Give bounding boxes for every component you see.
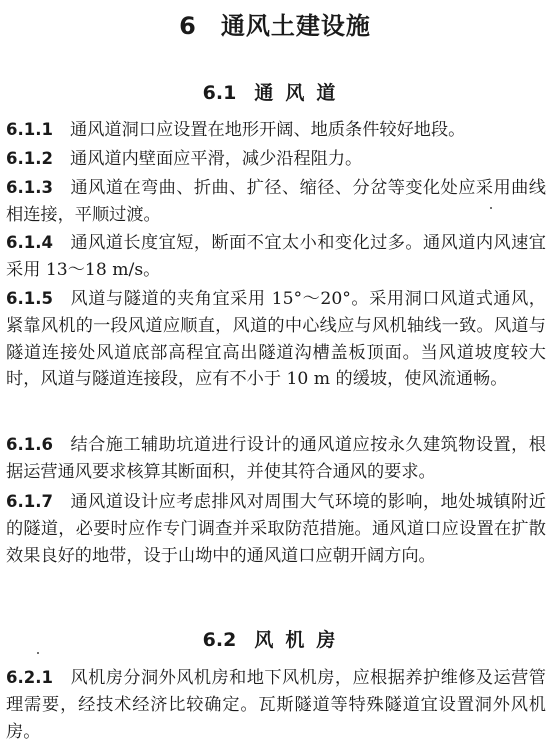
chapter-number: 6 bbox=[179, 12, 197, 40]
clause-6-1-2 bbox=[6, 146, 546, 173]
clause-text: 通风道内壁面应平滑，减少沿程阻力。 bbox=[70, 149, 363, 169]
section-number: 6.2 bbox=[202, 629, 237, 651]
section-title-6-1 bbox=[0, 78, 550, 105]
chapter-title bbox=[0, 6, 550, 41]
clause-6-1-5 bbox=[6, 286, 546, 393]
clause-6-1-7 bbox=[6, 489, 546, 569]
section-number: 6.1 bbox=[202, 82, 237, 104]
scan-speck bbox=[490, 207, 492, 209]
section-title-text: 通风道 bbox=[254, 82, 348, 104]
clause-text: 通风道洞口应设置在地形开阔、地质条件较好地段。 bbox=[70, 120, 466, 140]
clause-text: 结合施工辅助坑道进行设计的通风道应按永久建筑物设置，根据运营通风要求核算其断面积，并使其符合通风的要求。 bbox=[6, 435, 546, 482]
clause-text: 通风道长度宜短，断面不宜太小和变化过多。通风道内风速宜采用 13～18 m/s。 bbox=[6, 233, 546, 280]
clause-number: 6.1.2 bbox=[6, 149, 53, 168]
clause-text: 风机房分洞外风机房和地下风机房，应根据养护维修及运营管理需要，经技术经济比较确定。瓦斯隧道等特殊隧道宜设置洞外风机房。 bbox=[6, 668, 546, 742]
chapter-title-text: 通风土建设施 bbox=[220, 12, 371, 40]
clause-number: 6.1.6 bbox=[6, 435, 53, 454]
clause-6-1-6 bbox=[6, 432, 546, 486]
clause-text: 通风道在弯曲、折曲、扩径、缩径、分岔等变化处应采用曲线相连接，平顺过渡。 bbox=[6, 178, 546, 225]
clause-number: 6.1.3 bbox=[6, 178, 53, 197]
section-title-text: 风机房 bbox=[254, 629, 348, 651]
clause-number: 6.1.5 bbox=[6, 289, 53, 308]
scan-speck bbox=[37, 652, 39, 654]
clause-6-2-1 bbox=[6, 665, 546, 745]
section-title-6-2 bbox=[0, 625, 550, 652]
clause-6-1-3 bbox=[6, 175, 546, 229]
clause-text: 风道与隧道的夹角宜采用 15°～20°。采用洞口风道式通风，紧靠风机的一段风道应顺直，风道的中心线应与风机轴线一致。风道与隧道连接处风道底部高程宜高出隧道沟槽盖板顶面。当风道坡度较大时，风道与隧道连接段，应有不小于 10 m 的缓坡，使风流通畅。 bbox=[6, 289, 546, 390]
clause-number: 6.1.1 bbox=[6, 120, 53, 139]
clause-text: 通风道设计应考虑排风对周围大气环境的影响，地处城镇附近的隧道，必要时应作专门调查并采取防范措施。通风道口应设置在扩散效果良好的地带，设于山坳中的通风道口应朝开阔方向。 bbox=[6, 492, 546, 566]
clause-6-1-4 bbox=[6, 230, 546, 284]
clause-number: 6.2.1 bbox=[6, 668, 53, 687]
clause-number: 6.1.7 bbox=[6, 492, 53, 511]
clause-6-1-1 bbox=[6, 117, 546, 144]
clause-number: 6.1.4 bbox=[6, 233, 53, 252]
